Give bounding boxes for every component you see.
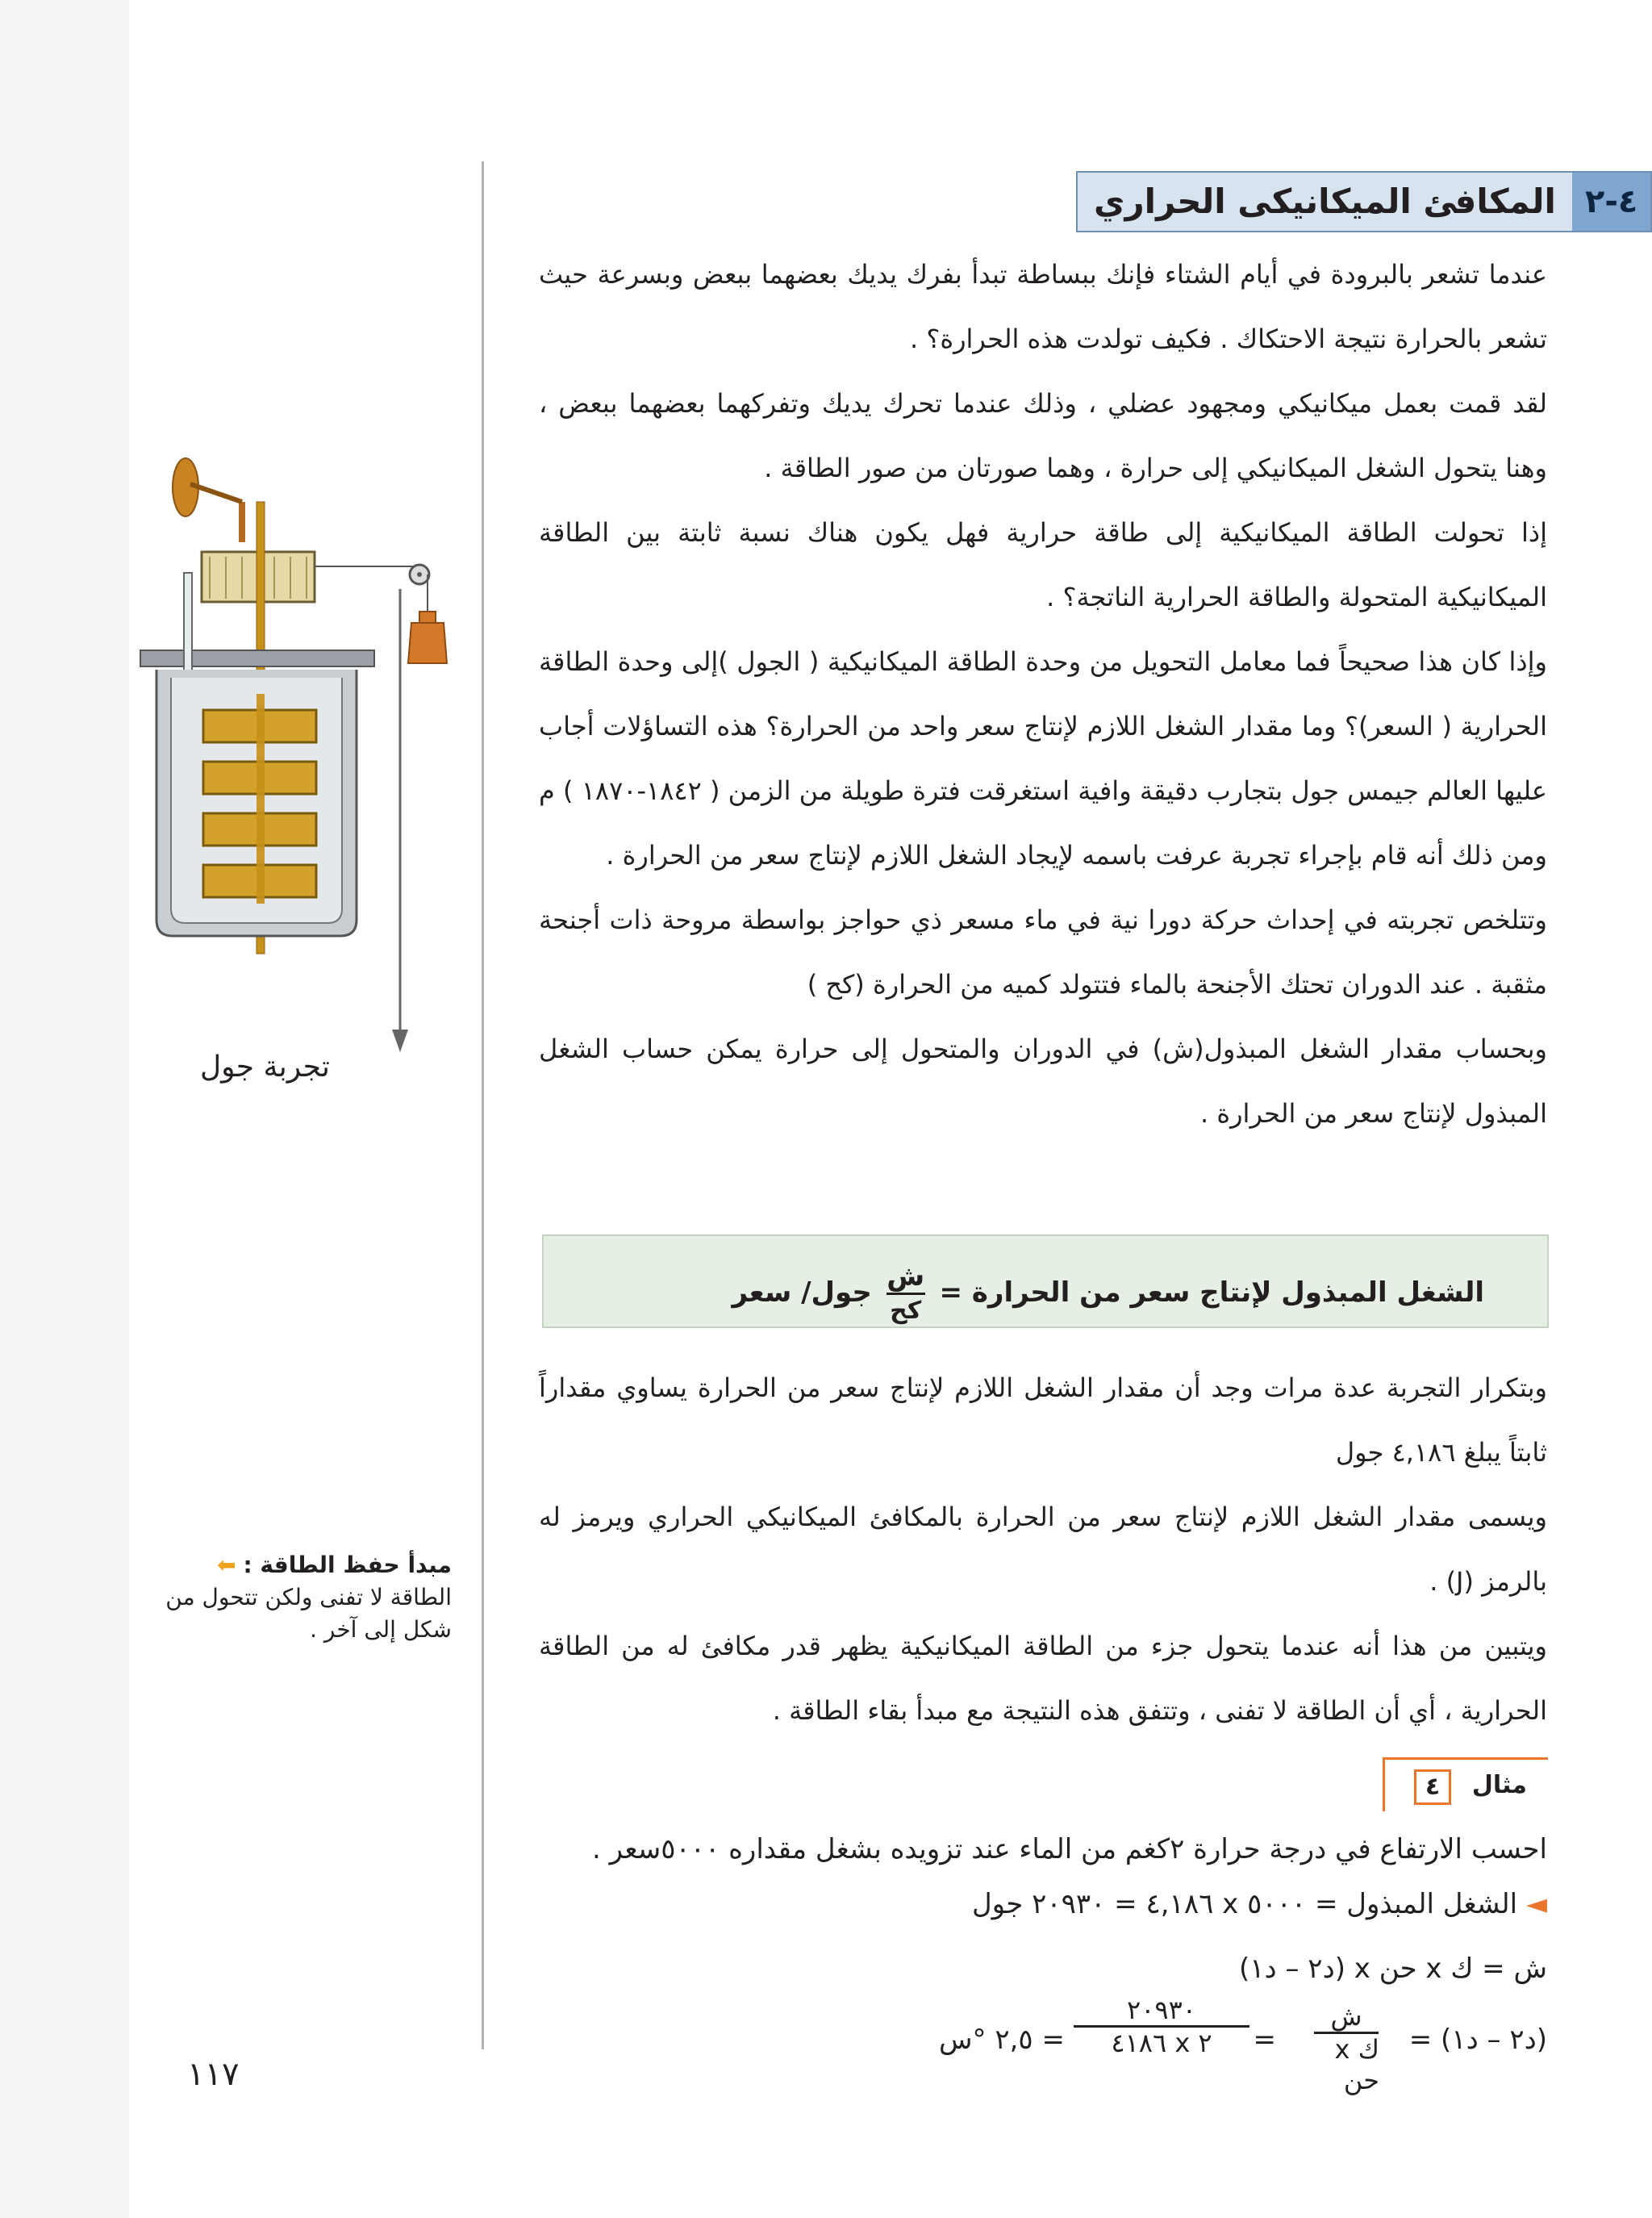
side-note [161,1549,452,1646]
body-text [539,242,1547,1146]
formula-lhs: الشغل المبذول لإنتاج سعر من الحرارة = [939,1276,1484,1309]
section-heading [1076,171,1652,232]
formula-numerator: ش [886,1260,925,1293]
formula-unit: جول/ سعر [732,1276,872,1309]
calc-denominator: ك x حن [1334,2034,1379,2095]
formula-fraction [886,1260,925,1327]
calc-denominator: ٢ x ٤١٨٦ [1111,2028,1212,2058]
calc-fraction-numeric [1073,1995,1250,2058]
body-text-2 [539,1355,1547,1743]
hanging-weight [408,623,447,663]
calc-numerator: ٢٠٩٣٠ [1127,1995,1196,2025]
paragraph: وبتكرار التجربة عدة مرات وجد أن مقدار الشغل اللازم لإنتاج سعر من الحرارة يساوي مقداراً ثابتاً يبلغ ٤,١٨٦ جول [539,1372,1547,1468]
example-step-3-lhs: (د٢ – د١) = [1408,2024,1547,2056]
section-title: المكافئ الميكانيكى الحراري [1078,173,1572,231]
example-question: احسب الارتفاع في درجة حرارة ٢كغم من الماء عند تزويده بشغل مقداره ٥٠٠٠سعر . [591,1833,1547,1865]
example-step-2: ش = ك x حن x (د٢ – د١) [1239,1953,1547,1985]
paragraph: وإذا كان هذا صحيحاً فما معامل التحويل من وحدة الطاقة الميكانيكية ( الجول )إلى وحدة الطاقة الحرارية ( السعر)؟ وما مقدار الشغل اللازم لإنتاج سعر واحد من الحرارة؟ هذه التساؤلات أجاب عليها العالم جيمس جول بتجارب دقيقة وافية استغرقت فترة طويلة من الزمن ( ١٨٤٢-١٨٧٠ ) م ومن ذلك أنه قام بإجراء تجربة عرفت باسمه لإيجاد الشغل اللازم لإنتاج سعر من الحرارة . [539,646,1548,871]
down-arrow-icon [392,1030,408,1052]
figure-caption: تجربة جول [200,1051,330,1084]
container-lid [140,650,374,666]
margin-tint [0,0,129,2218]
example-label: مثال [1471,1771,1527,1799]
equals-sign: = [1253,2024,1276,2056]
joule-apparatus-figure [129,452,452,1057]
pointer-icon: ◄ [1525,1888,1547,1920]
page-number: ١١٧ [187,2056,240,2093]
note-heading [161,1549,452,1581]
paragraph: وتتلخص تجربته في إحداث حركة دورا نية في ماء مسعر ذي حواجز بواسطة مروحة ذات أجنحة مثقبة . عند الدوران تحتك الأجنحة بالماء فتتولد كميه من الحرارة (كح ) [539,904,1547,1000]
note-text: الطاقة لا تفنى ولكن تتحول من شكل إلى آخر . [165,1584,452,1643]
column-divider [482,161,484,2049]
section-number: ٤-٢ [1572,173,1650,231]
calc-numerator: ش [1330,2001,1362,2032]
example-step-1 [972,1888,1547,1920]
example-number: ٤ [1414,1769,1451,1805]
calc-result: = ٢,٥ °س [939,2024,1065,2056]
note-title: مبدأ حفظ الطاقة : [243,1552,452,1578]
paragraph: لقد قمت بعمل ميكانيكي ومجهود عضلي ، وذلك عندما تحرك يديك وتفركهما بعضهما ببعض ، وهنا يتحول الشغل الميكانيكي إلى حرارة ، وهما صورتان من صور الطاقة . [539,388,1547,483]
example-step-1-text: الشغل المبذول = ٥٠٠٠ x ٤,١٨٦ = ٢٠٩٣٠ جول [971,1888,1518,1920]
formula-denominator: كح [890,1297,922,1325]
crank-arm [239,502,245,542]
paragraph: ويتبين من هذا أنه عندما يتحول جزء من الطاقة الميكانيكية يظهر قدر مكافئ له من الطاقة الحرارية ، أي أن الطاقة لا تفنى ، وتتفق هذه النتيجة مع مبدأ بقاء الطاقة . [539,1631,1547,1726]
example-tag [1383,1757,1548,1811]
paragraph: إذا تحولت الطاقة الميكانيكية إلى طاقة حرارية فهل يكون هناك نسبة ثابتة بين الطاقة الميكانيكية المتحولة والطاقة الحرارية الناتجة؟ . [539,517,1547,612]
paragraph: وبحساب مقدار الشغل المبذول(ش) في الدوران والمتحول إلى حرارة يمكن حساب الشغل المبذول لإنتاج سعر من الحرارة . [539,1034,1547,1129]
paragraph: ويسمى مقدار الشغل اللازم لإنتاج سعر من الحرارة بالمكافئ الميكانيكي الحراري ويرمز له بالرمز (J) . [539,1502,1547,1597]
calc-fraction-symbolic [1313,2001,1379,2095]
paragraph: عندما تشعر بالبرودة في أيام الشتاء فإنك ببساطة تبدأ بفرك يديك بعضهما ببعض وبسرعة حيث تشعر بالحرارة نتيجة الاحتكاك . فكيف تولدت هذه الحرارة؟ . [539,259,1547,354]
arrow-left-icon: ⬅ [217,1552,236,1578]
formula-box [542,1234,1549,1328]
formula [732,1260,1484,1327]
